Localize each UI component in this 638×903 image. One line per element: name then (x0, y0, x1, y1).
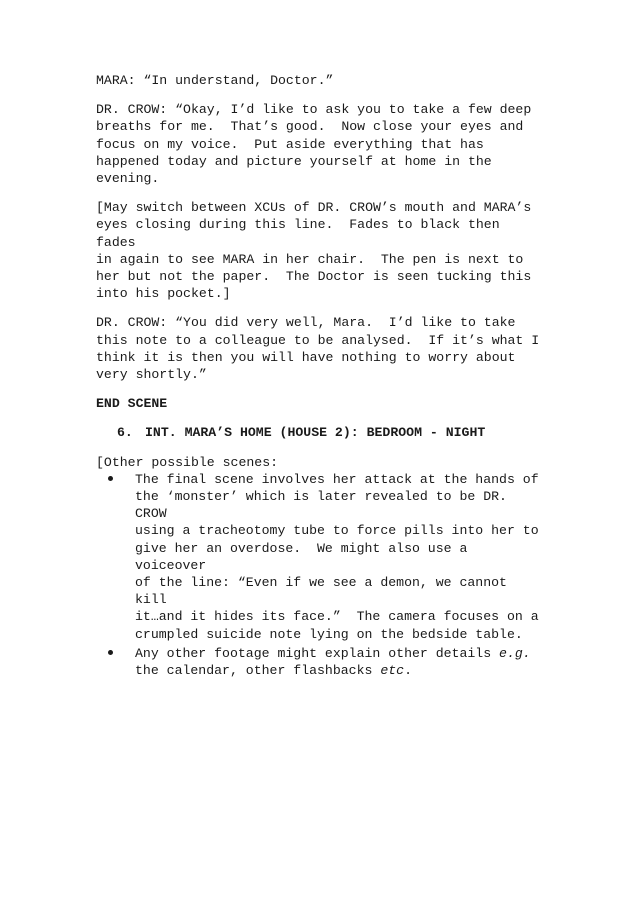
script-body (96, 72, 546, 681)
list-item-text: The final scene involves her attack at the hands of the ‘monster’ which is later revealed to be DR. CROW using a tracheotomy tube to force pills into her to give her an overdose. We might also use a voiceover of the line: “Even if we see a demon, we cannot kill it…and it hides its face.” The camera focuses on a crumpled suicide note lying on the bedside table. (135, 471, 539, 642)
bullet-icon (96, 645, 135, 679)
scene-number: 6. (117, 425, 133, 441)
end-scene-label: END SCENE (96, 396, 168, 412)
stage-direction: [May switch between XCUs of DR. CROW’s mouth and MARA’s eyes closing during this line. Fades to black then fades in again to see MARA in her chair. The pen is next to her but not the paper. The Doctor is seen tucking this into his pocket.] (96, 200, 532, 302)
dialogue-mara: MARA: “In understand, Doctor.” (96, 73, 334, 88)
other-scenes-list (96, 471, 546, 679)
list-item-text-part: . (404, 663, 412, 679)
list-item-text-part: Any other footage might explain other details (135, 645, 500, 661)
list-item-text-part: the calendar, other flashbacks (135, 663, 373, 679)
list-item (96, 471, 546, 643)
scene-title: INT. MARA’S HOME (HOUSE 2): BEDROOM - NIGHT (145, 425, 486, 441)
list-item-text (135, 645, 546, 679)
bullet-icon (96, 471, 135, 643)
list-item-emphasis-eg: e.g. (499, 645, 531, 661)
list-item-emphasis-etc: etc (380, 663, 405, 679)
scene-heading (96, 424, 546, 441)
dialogue-dr-crow-1: DR. CROW: “Okay, I’d like to ask you to take a few deep breaths for me. That’s good. Now close your eyes and focus on my voice. Put aside everything that has happened today and picture yourself at home in the evening. (96, 102, 532, 187)
dialogue-dr-crow-2: DR. CROW: “You did very well, Mara. I’d like to take this note to a colleague to be analysed. If it’s what I think it is then you will have nothing to worry about very shortly.” (96, 315, 540, 383)
other-scenes-intro: [Other possible scenes: (96, 454, 279, 470)
list-item (96, 645, 546, 679)
